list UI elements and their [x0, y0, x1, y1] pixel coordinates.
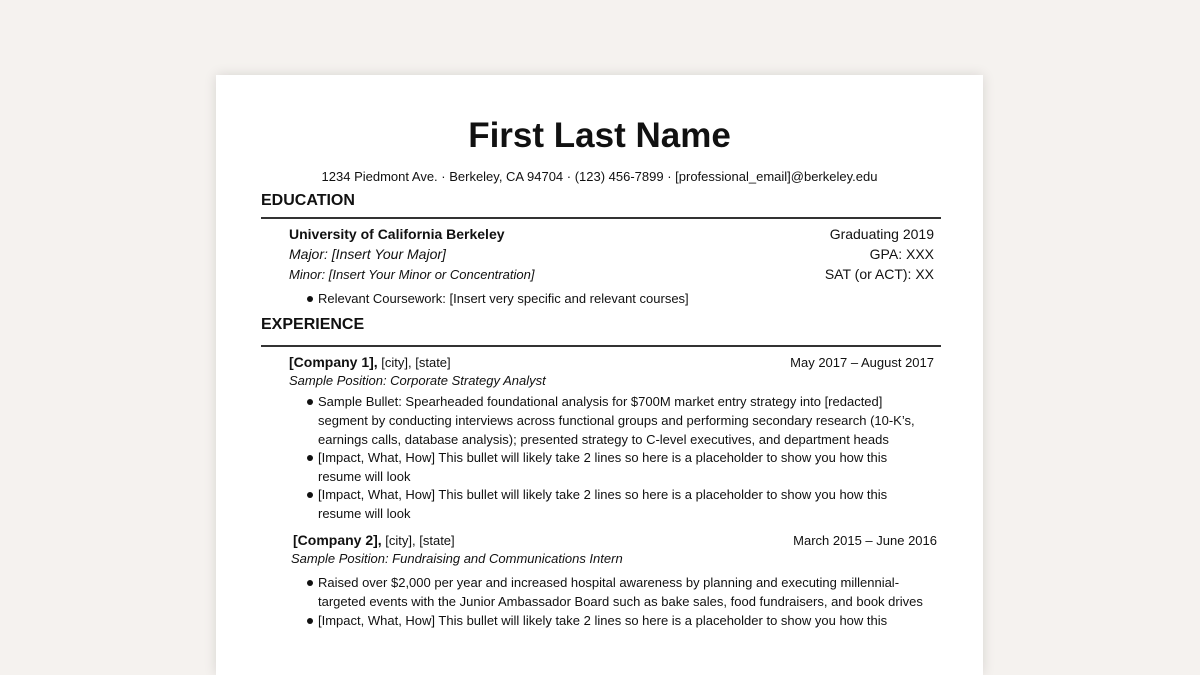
- bullet-dot: [307, 618, 313, 624]
- coursework-text: Relevant Coursework: [Insert very specific and relevant courses]: [318, 291, 689, 306]
- bullet-dot: [307, 455, 313, 461]
- bullet-line: resume will look: [318, 469, 411, 484]
- company-1-bullet-2: [318, 448, 958, 486]
- bullet-dot: [307, 296, 313, 302]
- experience-rule: [261, 345, 941, 347]
- company-2-location: [city], [state]: [381, 533, 455, 548]
- bullet-line: earnings calls, database analysis); presented strategy to C-level executives, and department heads: [318, 432, 889, 447]
- bullet-line: [Impact, What, How] This bullet will likely take 2 lines so here is a placeholder to show you how this: [318, 450, 888, 465]
- minor: Minor: [Insert Your Minor or Concentration]: [289, 267, 535, 282]
- company-2-bullet-2: [318, 611, 958, 630]
- company-2-dates: March 2015 – June 2016: [793, 533, 937, 548]
- company-1-position: Sample Position: Corporate Strategy Analyst: [289, 373, 546, 388]
- experience-heading: EXPERIENCE: [261, 316, 365, 333]
- bullet-line: targeted events with the Junior Ambassador Board such as bake sales, food fundraisers, and book drives: [318, 594, 923, 609]
- company-1-bullet-3: [318, 485, 958, 523]
- bullet-dot: [307, 580, 313, 586]
- bullet-line: [Impact, What, How] This bullet will likely take 2 lines so here is a placeholder to show you how this: [318, 613, 888, 628]
- company-2-position: Sample Position: Fundraising and Communications Intern: [291, 551, 623, 566]
- contact-line: 1234 Piedmont Ave. · Berkeley, CA 94704 · (123) 456-7899 · [professional_email]@berkeley.edu: [321, 169, 878, 184]
- education-rule: [261, 217, 941, 219]
- bullet-line: resume will look: [318, 506, 411, 521]
- education-heading: EDUCATION: [261, 192, 355, 209]
- bullet-line: Raised over $2,000 per year and increased hospital awareness by planning and executing millennial-: [318, 575, 900, 590]
- major: Major: [Insert Your Major]: [289, 246, 446, 262]
- bullet-line: Sample Bullet: Spearheaded foundational analysis for $700M market entry strategy into [redacted]: [318, 394, 883, 409]
- school-name: University of California Berkeley: [289, 226, 505, 242]
- resume-name: First Last Name: [468, 116, 731, 155]
- company-2-bullet-1: [318, 573, 958, 611]
- gpa: GPA: XXX: [869, 246, 934, 262]
- bullet-dot: [307, 399, 313, 405]
- company-1-line: [289, 353, 451, 372]
- bullet-line: segment by conducting interviews across functional groups and performing secondary research (10-K’s,: [318, 413, 915, 428]
- company-1-bullet-1: [318, 392, 958, 449]
- company-1-name: [Company 1],: [289, 354, 378, 370]
- graduation-date: Graduating 2019: [829, 226, 934, 242]
- resume-page: [216, 75, 983, 675]
- company-1-location: [city], [state]: [377, 355, 451, 370]
- bullet-line: [Impact, What, How] This bullet will likely take 2 lines so here is a placeholder to show you how this: [318, 487, 888, 502]
- company-1-dates: May 2017 – August 2017: [790, 355, 934, 370]
- company-2-name: [Company 2],: [293, 532, 382, 548]
- test-score: SAT (or ACT): XX: [824, 266, 934, 282]
- bullet-dot: [307, 492, 313, 498]
- coursework-bullet: [318, 289, 958, 308]
- company-2-line: [293, 531, 455, 550]
